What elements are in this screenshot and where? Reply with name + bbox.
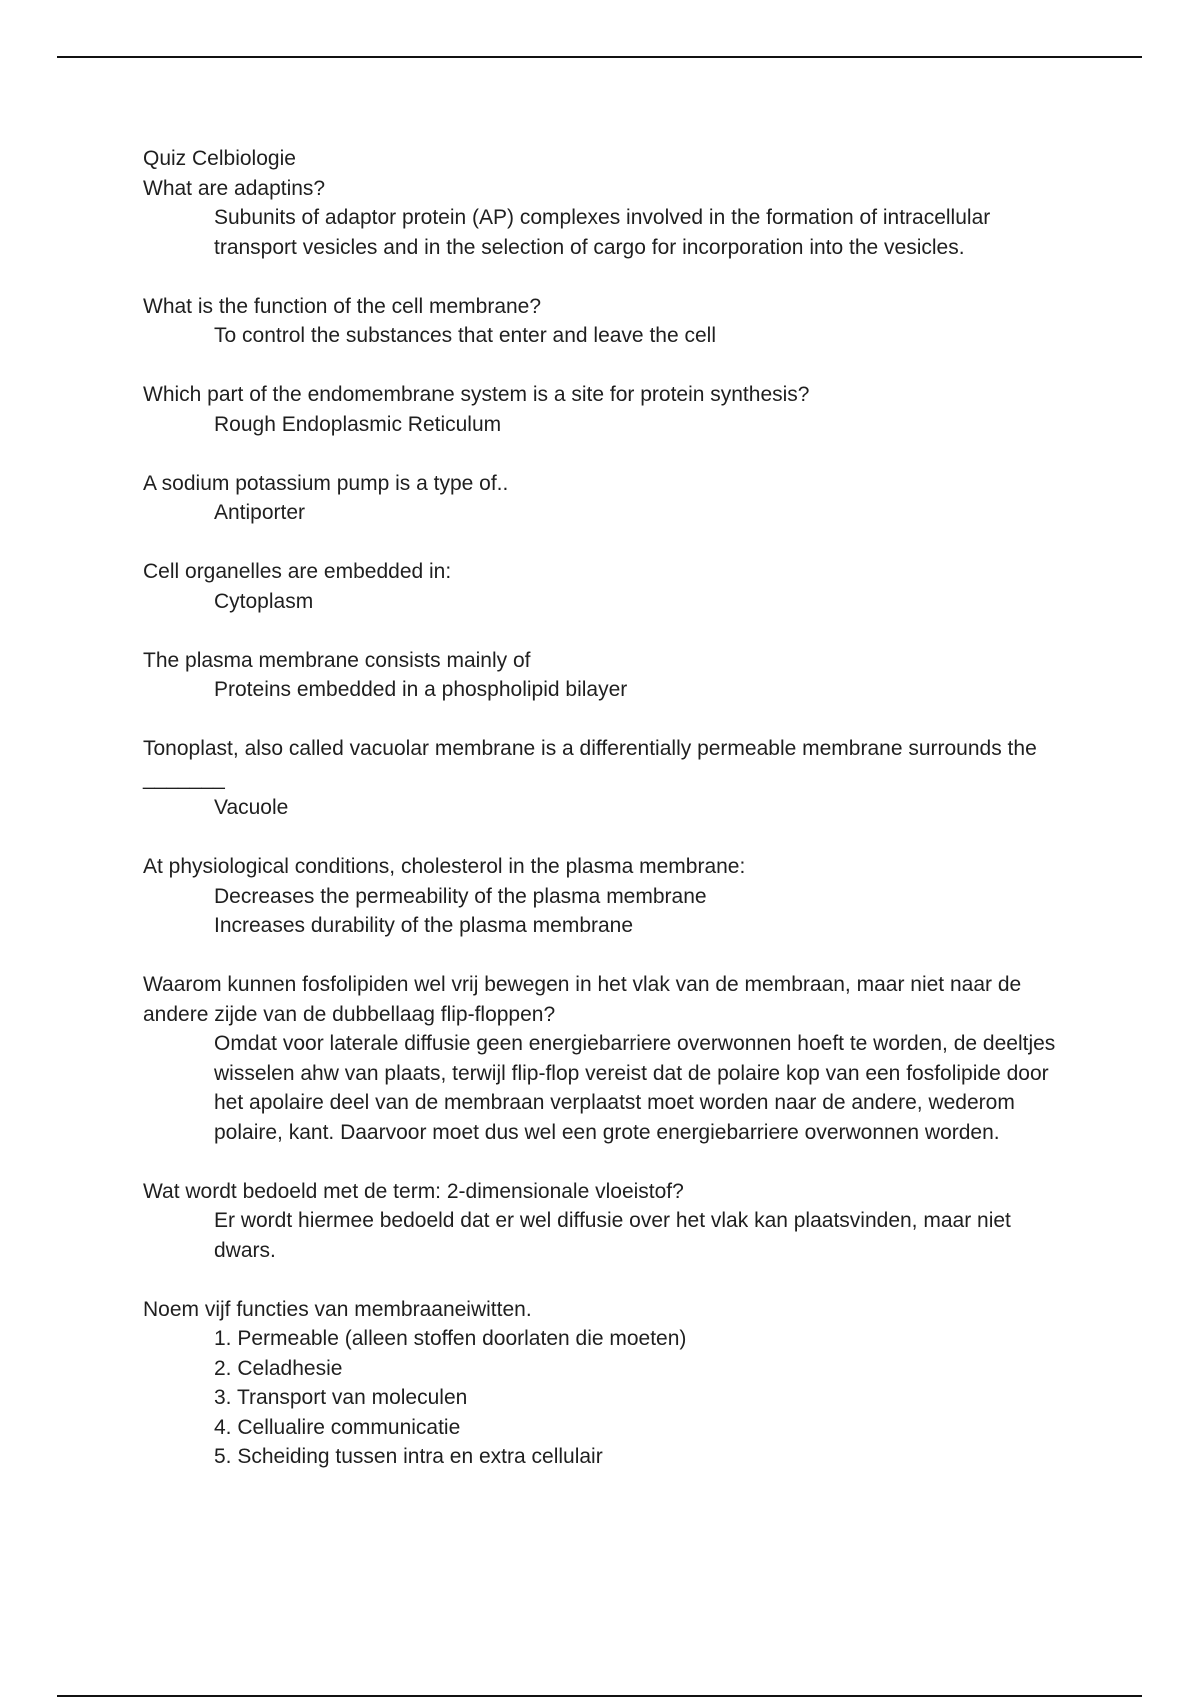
answer-line: Proteins embedded in a phospholipid bilayer	[214, 678, 628, 701]
qa-item	[143, 469, 1063, 528]
question: Wat wordt bedoeld met de term: 2-dimensionale vloeistof?	[143, 1179, 684, 1203]
qa-item	[143, 852, 1063, 941]
question: Noem vijf functies van membraaneiwitten.	[143, 1297, 532, 1321]
qa-item	[143, 292, 1063, 351]
answer-line: Er wordt hiermee bedoeld dat er wel diffusie over het vlak kan plaatsvinden, maar niet dwars.	[214, 1209, 1011, 1262]
answer-line: Antiporter	[214, 501, 306, 524]
question: At physiological conditions, cholesterol in the plasma membrane:	[143, 855, 746, 878]
question: Tonoplast, also called vacuolar membrane is a differentially permeable membrane surrounds the _______	[143, 737, 1037, 790]
answer	[214, 793, 1063, 823]
answer-line: Rough Endoplasmic Reticulum	[214, 412, 502, 436]
answer-list-item: 4. Cellualire communicatie	[214, 1415, 461, 1439]
question: Cell organelles are embedded in:	[143, 560, 452, 583]
question: What is the function of the cell membrane?	[143, 294, 542, 318]
qa-item	[143, 557, 1063, 616]
question: The plasma membrane consists mainly of	[143, 648, 531, 672]
answer-list-item: 2. Celadhesie	[214, 1356, 343, 1380]
answer-line: Subunits of adaptor protein (AP) complexes involved in the formation of intracellular transport vesicles and in the selection of cargo for incorporation into the vesicles.	[214, 206, 991, 259]
qa-item	[143, 734, 1063, 823]
document-body	[143, 144, 1063, 1472]
answer	[214, 675, 1063, 705]
question: Waarom kunnen fosfolipiden wel vrij bewegen in het vlak van de membraan, maar niet naar de andere zijde van de dubbellaag flip-floppen?	[143, 973, 1022, 1026]
qa-item	[143, 646, 1063, 705]
answer-line: Omdat voor laterale diffusie geen energiebarriere overwonnen hoeft te worden, de deeltjes wisselen ahw van plaats, terwijl flip-flop vereist dat de polaire kop van een fosfolipide door het apolaire deel van de membraan verplaatst moet worden naar de andere, wederom polaire, kant. Daarvoor moet dus wel een grote energiebarriere overwonnen worden.	[214, 1032, 1056, 1144]
answer	[214, 1206, 1063, 1265]
qa-item	[143, 174, 1063, 263]
answer	[214, 203, 1063, 262]
answer-list-item: 1. Permeable (alleen stoffen doorlaten die moeten)	[214, 1327, 687, 1350]
header-rule	[57, 56, 1142, 58]
qa-item	[143, 1295, 1063, 1472]
qa-item	[143, 970, 1063, 1147]
answer	[214, 498, 1063, 528]
answer-line: Cytoplasm	[214, 589, 314, 613]
question: Which part of the endomembrane system is a site for protein synthesis?	[143, 383, 810, 406]
answer-line: Increases durability of the plasma membrane	[214, 914, 634, 937]
qa-item	[143, 380, 1063, 439]
answer-list-item: 5. Scheiding tussen intra en extra cellulair	[214, 1445, 603, 1468]
question: What are adaptins?	[143, 176, 326, 200]
document-title: Quiz Celbiologie	[143, 147, 296, 170]
answer	[214, 587, 1063, 617]
question: A sodium potassium pump is a type of..	[143, 471, 509, 495]
answer	[214, 321, 1063, 351]
answer-line: Vacuole	[214, 796, 289, 819]
answer	[214, 1029, 1063, 1147]
qa-item	[143, 1177, 1063, 1266]
answer-line: To control the substances that enter and leave the cell	[214, 324, 716, 347]
answer-list-item: 3. Transport van moleculen	[214, 1386, 468, 1409]
answer	[214, 882, 1063, 941]
answer-line: Decreases the permeability of the plasma membrane	[214, 884, 707, 908]
answer-list	[214, 1324, 1063, 1472]
answer	[214, 410, 1063, 440]
footer-rule	[57, 1695, 1142, 1697]
